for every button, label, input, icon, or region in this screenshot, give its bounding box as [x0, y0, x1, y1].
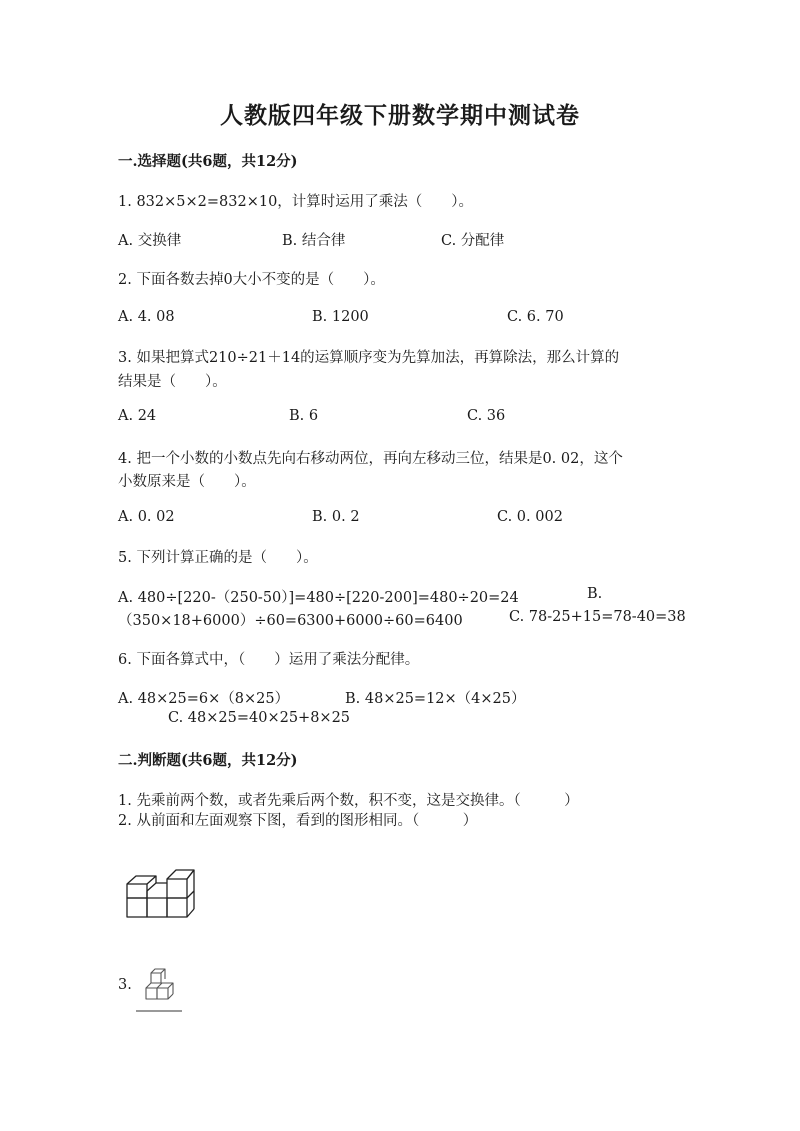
question-1-option-c: C. 分配律: [441, 233, 505, 249]
judgement-3-number: 3.: [118, 977, 132, 993]
cube-stack-figure: [124, 864, 196, 920]
question-6-option-a: A. 48×25=6×（8×25）: [118, 691, 290, 707]
question-5-stem: 5. 下列计算正确的是（ ）。: [118, 550, 318, 566]
question-3-option-c: C. 36: [467, 408, 506, 424]
question-5-option-c: C. 78-25+15=78-40=38: [509, 609, 686, 625]
question-5-option-b: （350×18+6000）÷60=6300+6000÷60=6400: [118, 613, 463, 629]
question-4-option-a: A. 0. 02: [118, 509, 175, 525]
judgement-2: 2. 从前面和左面观察下图，看到的图形相同。（ ）: [118, 813, 478, 829]
question-3-stem-line2: 结果是（ ）。: [118, 374, 227, 390]
question-5-option-b-label: B.: [587, 586, 603, 602]
question-1-stem: 1. 832×5×2=832×10，计算时运用了乘法（ ）。: [118, 194, 474, 210]
question-4-option-b: B. 0. 2: [312, 509, 360, 525]
question-4-stem-line1: 4. 把一个小数的小数点先向右移动两位，再向左移动三位，结果是0. 02，这个: [118, 451, 623, 467]
section-heading-choice: 一.选择题(共6题，共12分): [118, 153, 298, 170]
question-6-option-c: C. 48×25=40×25+8×25: [168, 710, 351, 726]
small-cubes-figure: [136, 968, 184, 1014]
question-6-option-b: B. 48×25=12×（4×25）: [345, 691, 526, 707]
question-3-stem-line1: 3. 如果把算式210÷21＋14的运算顺序变为先算加法，再算除法，那么计算的: [118, 350, 620, 366]
question-4-stem-line2: 小数原来是（ ）。: [118, 474, 256, 490]
page-title: 人教版四年级下册数学期中测试卷: [220, 102, 580, 129]
question-2-option-b: B. 1200: [312, 309, 369, 325]
question-4-option-c: C. 0. 002: [497, 509, 563, 525]
question-2-option-c: C. 6. 70: [507, 309, 564, 325]
question-1-option-a: A. 交换律: [118, 233, 182, 249]
question-3-option-b: B. 6: [289, 408, 319, 424]
judgement-1: 1. 先乘前两个数，或者先乘后两个数，积不变，这是交换律。（ ）: [118, 793, 579, 809]
question-2-stem: 2. 下面各数去掉0大小不变的是（ ）。: [118, 272, 385, 288]
question-5-option-a: A. 480÷[220-（250-50）]=480÷[220-200]=480÷20=24: [118, 590, 519, 606]
question-1-option-b: B. 结合律: [282, 233, 346, 249]
question-6-stem: 6. 下面各算式中，（ ）运用了乘法分配律。: [118, 652, 420, 668]
section-heading-judgement: 二.判断题(共6题，共12分): [118, 752, 298, 769]
question-3-option-a: A. 24: [118, 408, 157, 424]
question-2-option-a: A. 4. 08: [118, 309, 175, 325]
